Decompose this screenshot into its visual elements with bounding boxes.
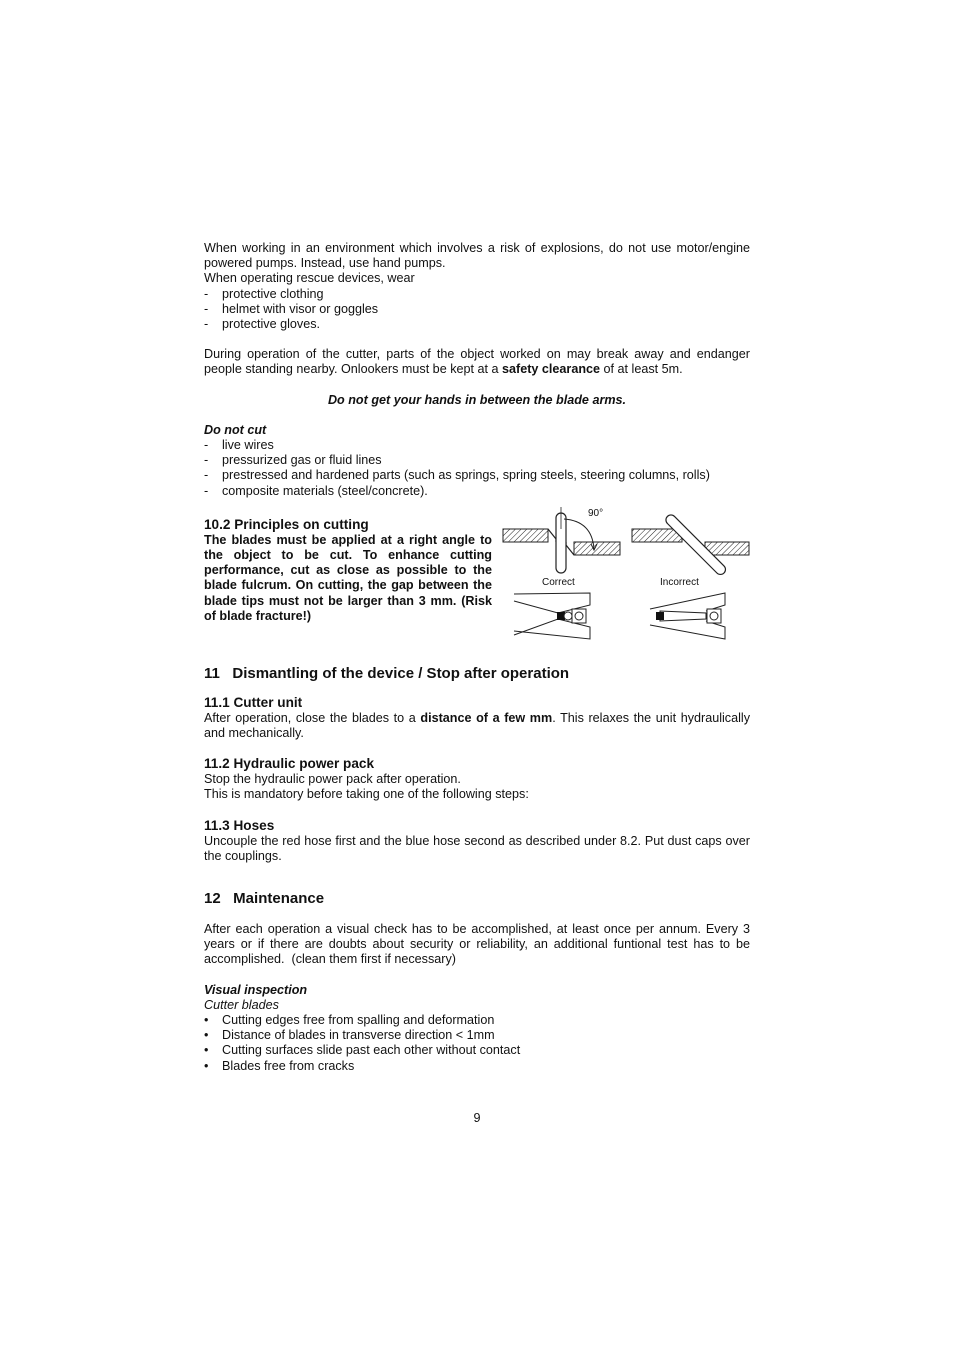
workpiece-left-lower: [574, 542, 620, 555]
object-marker: [656, 612, 664, 620]
list-item: - pressurized gas or fluid lines: [204, 453, 750, 468]
explosion-warning: When working in an environment which involves a risk of explosions, do not use motor/engine powered pumps. Instead, use hand pumps.: [204, 241, 750, 271]
incorrect-diagram: [632, 513, 749, 588]
cutting-principles-figure: [500, 499, 752, 647]
wear-list: [204, 287, 750, 333]
section-11-2-line1: Stop the hydraulic power pack after operation.: [204, 772, 461, 787]
correct-label: Correct: [542, 576, 575, 588]
angle-label: 90°: [588, 507, 604, 519]
list-item: • Cutting surfaces slide past each other without contact: [204, 1043, 750, 1058]
visual-inspection-title: Visual inspection: [204, 982, 308, 997]
correct-gap-diagram: [514, 593, 590, 639]
list-item: - protective gloves.: [204, 317, 750, 332]
section-11-3-title: 11.3 Hoses: [204, 817, 275, 833]
list-item: • Blades free from cracks: [204, 1059, 750, 1074]
section-10-2-body: The blades must be applied at a right angle to the object to be cut. To enhance cutting performance, cut as close as possible to the blade fulcrum. On cutting, the gap between the blade tips must not be larger than 3 mm. (Risk of blade fracture!): [204, 532, 492, 623]
page-number: 9: [473, 1111, 481, 1125]
clearance-paragraph: [204, 347, 750, 377]
list-item: • Distance of blades in transverse direction < 1mm: [204, 1028, 750, 1043]
section-11-2-title: 11.2 Hydraulic power pack: [204, 756, 375, 772]
page-content: [204, 241, 754, 1074]
section-11-1-bold: distance of a few mm: [420, 710, 553, 725]
section-11-1-text-after: . This relaxes the unit hydraulically and mechanically.: [204, 710, 751, 741]
clearance-bold: safety clearance: [502, 362, 601, 377]
incorrect-gap-diagram: [650, 593, 725, 639]
wear-intro: When operating rescue devices, wear: [204, 271, 415, 286]
section-12-title: 12 Maintenance: [204, 890, 325, 908]
incorrect-label: Incorrect: [660, 576, 699, 588]
list-item: - helmet with visor or goggles: [204, 302, 750, 317]
list-item: - prestressed and hardened parts (such as springs, spring steels, steering columns, rolls): [204, 468, 750, 483]
section-10-2-text: [204, 517, 492, 624]
section-11-1-body: [204, 711, 750, 741]
section-10-2-title: 10.2 Principles on cutting: [204, 516, 369, 532]
section-11-3-body: Uncouple the red hose first and the blue hose second as described under 8.2. Put dust caps over the couplings.: [204, 833, 750, 863]
section-11-title: 11 Dismantling of the device / Stop after operation: [204, 664, 570, 682]
section-11-1-title: 11.1 Cutter unit: [204, 694, 303, 710]
section-10-2: [204, 499, 750, 649]
section-11-1-text-before: After operation, close the blades to a: [204, 710, 421, 725]
list-item: - composite materials (steel/concrete).: [204, 484, 750, 499]
do-not-cut-title: Do not cut: [204, 422, 267, 437]
cutter-blades-subtitle: Cutter blades: [204, 997, 279, 1012]
list-item: - live wires: [204, 438, 750, 453]
list-item: • Cutting edges free from spalling and deformation: [204, 1013, 750, 1028]
inspection-list: [204, 1013, 750, 1074]
do-not-cut-list: [204, 438, 750, 499]
section-12-body: After each operation a visual check has to be accomplished, at least once per annum. Every 3 years or if there are doubts about security or reliability, an additional funtional test has to be accomplished. (clean them first if necessary): [204, 922, 754, 967]
hands-warning: Do not get your hands in between the blade arms.: [327, 392, 627, 407]
correct-diagram: [503, 507, 620, 588]
list-item: - protective clothing: [204, 287, 750, 302]
section-11-2-line2: This is mandatory before taking one of the following steps:: [204, 787, 529, 802]
workpiece-left: [503, 529, 548, 542]
clearance-text-before: During operation of the cutter, parts of the object worked on may break away and endanger people standing nearby. Onlookers must be kept at a: [204, 347, 750, 377]
clearance-text-after: of at least 5m.: [600, 362, 683, 377]
